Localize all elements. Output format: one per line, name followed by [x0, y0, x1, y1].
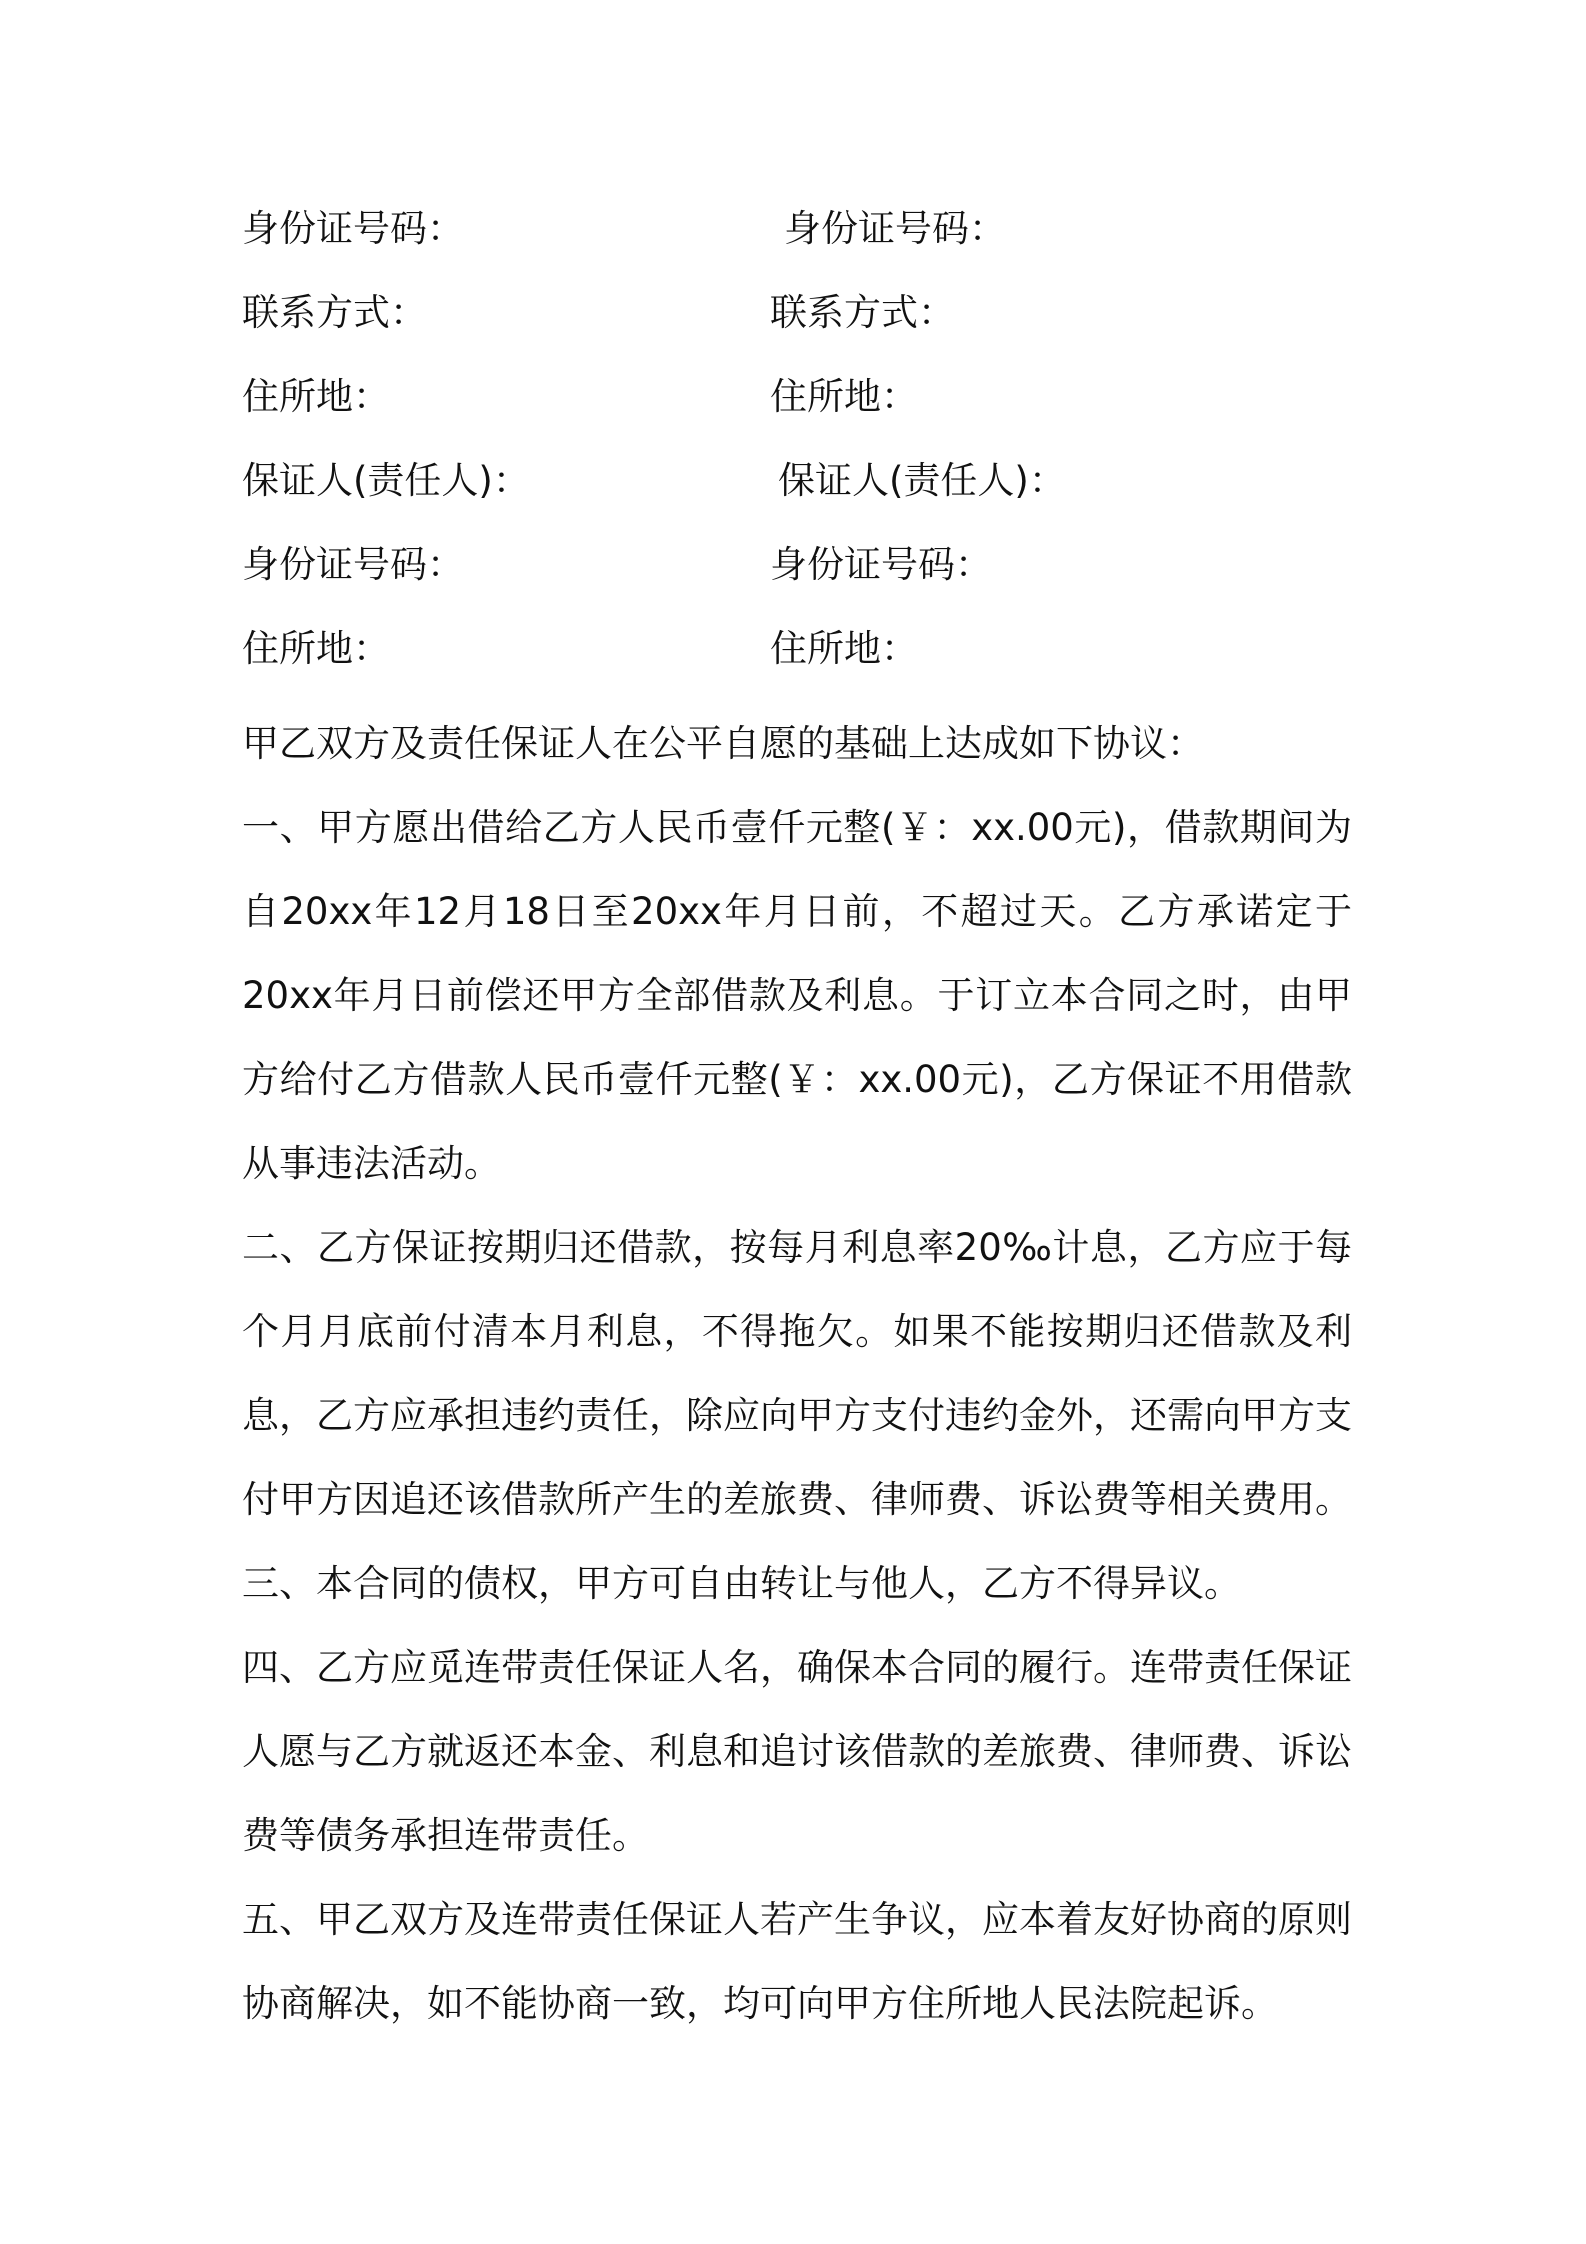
right-guarantor-address-label: 住所地：	[770, 627, 918, 670]
field-row-address	[242, 366, 1352, 450]
agreement-intro: 甲乙双方及责任保证人在公平自愿的基础上达成如下协议：	[242, 722, 1204, 765]
left-address-label: 住所地：	[242, 375, 390, 418]
right-guarantor-label: 保证人(责任人)：	[778, 459, 1066, 502]
clause-5: 五、甲乙双方及连带责任保证人若产生争议，应本着友好协商的原则协商解决，如不能协商一致，均可向甲方住所地人民法院起诉。	[242, 1898, 1352, 2025]
clause-1: 一、甲方愿出借给乙方人民币壹仟元整(￥：xx.00元)，借款期间为自20xx年12月18日至20xx年月日前，不超过天。乙方承诺定于20xx年月日前偿还甲方全部借款及利息。于订立本合同之时，由甲方给付乙方借款人民币壹仟元整(￥：xx.00元)，乙方保证不用借款从事违法活动。	[242, 806, 1352, 1185]
right-address-label: 住所地：	[770, 375, 918, 418]
field-row-id-number	[242, 198, 1352, 282]
field-row-contact	[242, 282, 1352, 366]
left-guarantor-address-label: 住所地：	[242, 627, 390, 670]
clause-3: 三、本合同的债权，甲方可自由转让与他人，乙方不得异议。	[242, 1562, 1241, 1605]
left-contact-label: 联系方式：	[242, 291, 427, 334]
agreement-body	[242, 702, 1352, 2046]
right-guarantor-id-number-label: 身份证号码：	[770, 543, 992, 586]
field-row-guarantor-id-number	[242, 534, 1352, 618]
clause-2: 二、乙方保证按期归还借款，按每月利息率20‰计息，乙方应于每个月月底前付清本月利息，不得拖欠。如果不能按期归还借款及利息，乙方应承担违约责任，除应向甲方支付违约金外，还需向甲方支付甲方因追还该借款所产生的差旅费、律师费、诉讼费等相关费用。	[242, 1226, 1352, 1521]
right-id-number-label: 身份证号码：	[784, 207, 1006, 250]
field-row-guarantor-address	[242, 618, 1352, 702]
party-info-fields	[242, 198, 1352, 702]
left-guarantor-id-number-label: 身份证号码：	[242, 543, 464, 586]
field-row-guarantor	[242, 450, 1352, 534]
right-contact-label: 联系方式：	[770, 291, 955, 334]
clause-4: 四、乙方应觅连带责任保证人名，确保本合同的履行。连带责任保证人愿与乙方就返还本金、利息和追讨该借款的差旅费、律师费、诉讼费等债务承担连带责任。	[242, 1646, 1352, 1857]
left-guarantor-label: 保证人(责任人)：	[242, 459, 530, 502]
left-id-number-label: 身份证号码：	[242, 207, 464, 250]
